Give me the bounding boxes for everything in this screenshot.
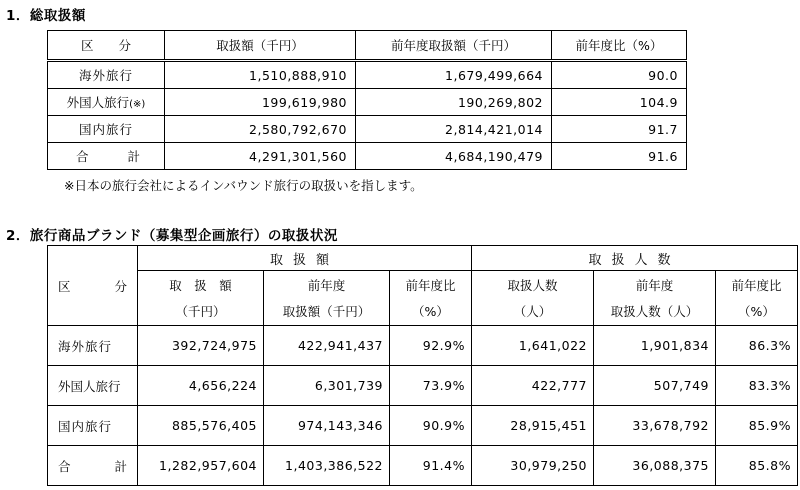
cell-prev-amount: 1,403,386,522 (264, 446, 390, 486)
cell-amount-ratio: 90.9% (390, 406, 472, 446)
header-group-amount: 取扱額 (138, 246, 472, 271)
row-category-note: (※) (129, 99, 146, 110)
cell-prev-people: 507,749 (594, 366, 716, 406)
subheader-line1: 前年度比 (405, 278, 456, 293)
table-row (48, 89, 687, 116)
corner-label-left: 区 (58, 278, 71, 294)
table-subheader-row (48, 271, 798, 326)
table-total-row (48, 446, 798, 486)
subheader-line1: 取 扱 額 (169, 278, 232, 293)
cell-prev-people: 33,678,792 (594, 406, 716, 446)
cell-amount: 885,576,405 (138, 406, 264, 446)
subheader (264, 271, 390, 326)
header-ratio: 前年度比（%） (552, 31, 687, 61)
row-prev-amount: 2,814,421,014 (356, 116, 552, 143)
subheader (390, 271, 472, 326)
corner-label-right: 分 (114, 278, 127, 294)
cell-people-ratio: 85.9% (716, 406, 798, 446)
row-amount: 2,580,792,670 (165, 116, 356, 143)
cell-people-ratio: 86.3% (716, 326, 798, 366)
total-handling-table (47, 30, 687, 170)
cell-amount: 4,656,224 (138, 366, 264, 406)
footnote: ※日本の旅行会社によるインバウンド旅行の取扱いを指します。 (64, 178, 423, 193)
table-row (48, 326, 798, 366)
subheader-line2: （%） (412, 304, 449, 319)
table-row (48, 406, 798, 446)
row-category: 国内旅行 (48, 116, 165, 143)
table-group-header-row (48, 246, 798, 271)
table-header-row (48, 31, 687, 61)
total-label-right: 計 (127, 149, 140, 164)
subheader (138, 271, 264, 326)
section2-title: 2．旅行商品ブランド（募集型企画旅行）の取扱状況 (6, 228, 338, 244)
subheader-line2: （千円） (175, 304, 226, 319)
row-prev-amount: 4,684,190,479 (356, 143, 552, 170)
row-category (48, 446, 138, 486)
cell-amount-ratio: 73.9% (390, 366, 472, 406)
subheader (716, 271, 798, 326)
row-category: 国内旅行 (48, 406, 138, 446)
cell-prev-amount: 422,941,437 (264, 326, 390, 366)
subheader-line2: （人） (513, 304, 552, 319)
subheader-line1: 取扱人数 (507, 278, 558, 293)
row-amount: 199,619,980 (165, 89, 356, 116)
cell-prev-amount: 6,301,739 (264, 366, 390, 406)
cell-amount: 1,282,957,604 (138, 446, 264, 486)
cell-prev-amount: 974,143,346 (264, 406, 390, 446)
row-ratio: 104.9 (552, 89, 687, 116)
cell-amount-ratio: 92.9% (390, 326, 472, 366)
subheader (472, 271, 594, 326)
subheader-line1: 前年度 (635, 278, 674, 293)
row-category-label: 外国人旅行 (66, 95, 130, 110)
header-category (48, 246, 138, 326)
cell-people: 30,979,250 (472, 446, 594, 486)
section1-title: 1．総取扱額 (6, 8, 86, 24)
cell-prev-people: 1,901,834 (594, 326, 716, 366)
row-category: 外国人旅行 (48, 366, 138, 406)
row-ratio: 90.0 (552, 61, 687, 89)
subheader (594, 271, 716, 326)
table-row (48, 116, 687, 143)
header-amount: 取扱額（千円） (165, 31, 356, 61)
row-category: 海外旅行 (48, 326, 138, 366)
subheader-line2: 取扱額（千円） (282, 304, 371, 319)
header-group-people: 取扱人数 (472, 246, 798, 271)
row-ratio: 91.6 (552, 143, 687, 170)
row-prev-amount: 1,679,499,664 (356, 61, 552, 89)
row-amount: 1,510,888,910 (165, 61, 356, 89)
brand-handling-table (47, 245, 798, 486)
row-category (48, 143, 165, 170)
subheader-line2: （%） (738, 304, 775, 319)
cell-people-ratio: 85.8% (716, 446, 798, 486)
cell-amount-ratio: 91.4% (390, 446, 472, 486)
cell-amount: 392,724,975 (138, 326, 264, 366)
cell-people: 1,641,022 (472, 326, 594, 366)
table-row (48, 61, 687, 89)
subheader-line1: 前年度比 (731, 278, 782, 293)
row-category (48, 89, 165, 116)
header-prev-amount: 前年度取扱額（千円） (356, 31, 552, 61)
cell-prev-people: 36,088,375 (594, 446, 716, 486)
subheader-line2: 取扱人数（人） (610, 304, 699, 319)
cell-people-ratio: 83.3% (716, 366, 798, 406)
header-category: 区 分 (48, 31, 165, 61)
subheader-line1: 前年度 (307, 278, 346, 293)
row-category: 海外旅行 (48, 61, 165, 89)
table-total-row (48, 143, 687, 170)
total-label-right: 計 (114, 458, 127, 474)
row-prev-amount: 190,269,802 (356, 89, 552, 116)
total-label-left: 合 (58, 458, 71, 474)
table-row (48, 366, 798, 406)
table-body (48, 326, 798, 486)
row-ratio: 91.7 (552, 116, 687, 143)
cell-people: 28,915,451 (472, 406, 594, 446)
cell-people: 422,777 (472, 366, 594, 406)
row-amount: 4,291,301,560 (165, 143, 356, 170)
total-label-left: 合 (76, 149, 89, 164)
